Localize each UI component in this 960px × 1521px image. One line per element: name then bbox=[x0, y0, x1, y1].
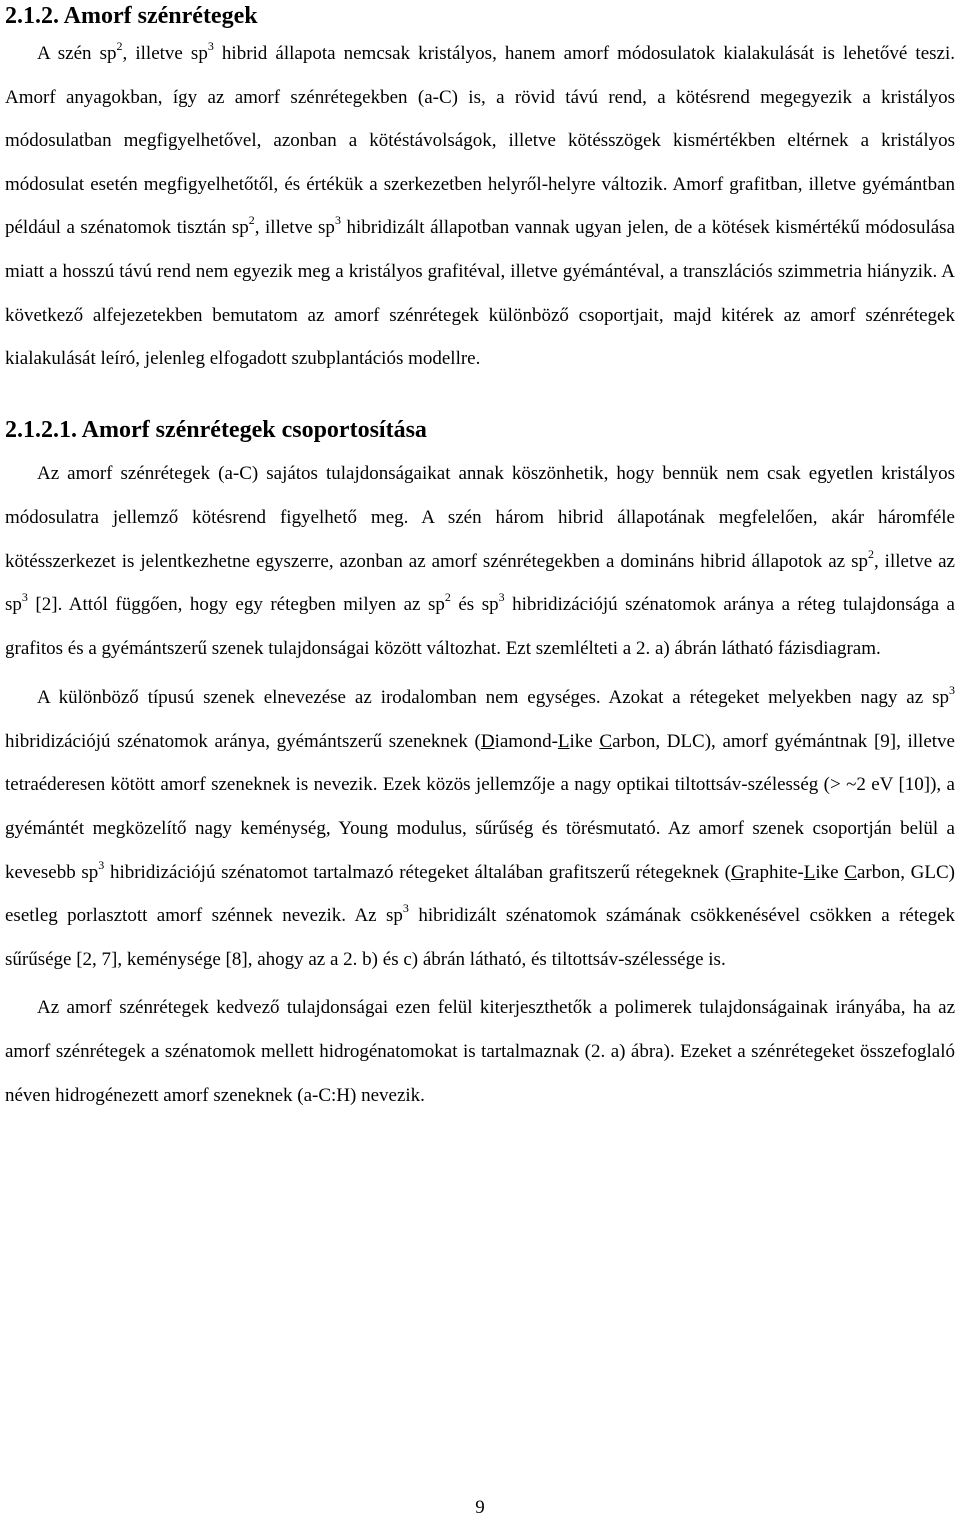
underlined-initial: C bbox=[599, 730, 613, 752]
text-run: hibridizációjú szénatomot tartalmazó rétegeket általában grafitszerű rétegeknek ( bbox=[104, 861, 731, 883]
superscript: 3 bbox=[498, 590, 505, 605]
subsection-paragraph-3 bbox=[5, 986, 955, 1117]
text-run: hibridizációjú szénatomok aránya, gyémántszerű szeneknek ( bbox=[5, 730, 481, 752]
subsection-heading: 2.1.2.1. Amorf szénrétegek csoportosítása bbox=[5, 416, 427, 443]
superscript: 3 bbox=[21, 590, 28, 605]
section-paragraph-1 bbox=[5, 32, 955, 381]
subsection-paragraph-2 bbox=[5, 676, 955, 981]
underlined-initial: L bbox=[557, 730, 570, 752]
underlined-initial: D bbox=[480, 730, 495, 752]
text-run: iamond- bbox=[494, 730, 558, 752]
text-run: arbon, DLC), amorf gyémántnak [9], illetve tetraéderesen kötött amorf szeneknek is nevezik. Ezek közös jellemzője a nagy optikai tiltottsáv-szélesség (> ~2 eV [10]), a gyémántét megközelítő nagy keménység, Young modulus, sűrűség és törésmutató. Az amorf szenek csoportján belül a kevesebb sp bbox=[5, 730, 955, 883]
superscript: 2 bbox=[444, 590, 451, 605]
text-run: hibrid állapota nemcsak kristályos, hanem amorf módosulatok kialakulását is lehetővé teszi. Amorf anyagokban, így az amorf szénrétegekben (a-C) is, a rövid távú rend, a kötésrend megegyezik a kristályos módosulatban megfigyelhetővel, azonban a kötéstávolságok, illetve kötésszögek kismértékben eltérnek a kristályos módosulat esetén megfigyelhetőtől, és értékük a szerkezetben helyről-helyre változik. Amorf grafitban, illetve gyémántban például a szénatomok tisztán sp bbox=[5, 43, 955, 239]
text-run: arbon, GLC) esetleg porlasztott amorf szénnek nevezik. Az sp bbox=[5, 861, 955, 927]
text-run: , illetve sp bbox=[122, 43, 208, 64]
text-run: ike bbox=[569, 730, 600, 752]
text-run: A szén sp bbox=[37, 43, 117, 64]
text-run: Az amorf szénrétegek kedvező tulajdonságai ezen felül kiterjeszthetők a polimerek tulajdonságainak irányába, ha az amorf szénrétegek a szénatomok mellett hidrogénatomokat is tartalmaznak (2. a) ábra). Ezeket a szénrétegeket összefoglaló néven hidrogénezett amorf szeneknek (a-C:H) nevezik. bbox=[5, 997, 955, 1106]
text-run: raphite- bbox=[744, 861, 804, 883]
underlined-initial: L bbox=[803, 861, 816, 883]
page-number: 9 bbox=[475, 1497, 485, 1518]
text-run: Az amorf szénrétegek (a-C) sajátos tulajdonságaikat annak köszönhetik, hogy bennük nem csak egyetlen kristályos módosulatra jellemző kötésrend figyelhető meg. A szén három hibrid állapotának megfelelően, akár háromféle kötésszerkezet is jelentkezhetne egyszerre, azonban az amorf szénrétegekben a domináns hibrid állapotok az sp bbox=[5, 462, 955, 572]
text-run: [2]. Attól függően, hogy egy rétegben milyen az sp bbox=[27, 594, 445, 616]
subsection-paragraph-1 bbox=[5, 452, 955, 672]
text-run: hibridizált szénatomok számának csökkenésével csökken a rétegek sűrűsége [2, 7], keménysége [8], ahogy az a 2. b) és c) ábrán látható, és tiltottsáv-szélessége is. bbox=[5, 905, 956, 970]
text-run: , illetve sp bbox=[254, 217, 335, 239]
text-run: , illetve az sp bbox=[5, 550, 955, 616]
superscript: 3 bbox=[402, 901, 409, 916]
superscript: 2 bbox=[248, 213, 255, 228]
superscript: 2 bbox=[116, 39, 123, 53]
superscript: 2 bbox=[867, 546, 874, 561]
text-run: hibridizált állapotban vannak ugyan jelen, de a kötések kismértékű módosulása miatt a hosszú távú rend nem egyezik meg a kristályos grafitéval, illetve gyémántéval, a transzlációs szimmetria hiányzik. A következő alfejezetekben bemutatom az amorf szénrétegek különböző csoportjait, majd kitérek az amorf szénrétegek kialakulását leíró, jelenleg elfogadott szubplantációs modellre. bbox=[5, 217, 955, 370]
text-run: és sp bbox=[450, 594, 499, 616]
underlined-initial: C bbox=[844, 861, 857, 883]
section-heading: 2.1.2. Amorf szénrétegek bbox=[5, 3, 258, 29]
text-run: hibridizációjú szénatomok aránya a réteg tulajdonsága a grafitos és a gyémántszerű szenek tulajdonságai között változhat. Ezt szemlélteti a 2. a) ábrán látható fázisdiagram. bbox=[5, 594, 955, 660]
underlined-initial: G bbox=[730, 861, 745, 883]
superscript: 3 bbox=[949, 683, 955, 698]
superscript: 3 bbox=[334, 213, 341, 228]
text-run: A különböző típusú szenek elnevezése az irodalomban nem egységes. Azokat a rétegeket melyekben nagy az sp bbox=[37, 687, 949, 709]
superscript: 3 bbox=[207, 39, 214, 53]
text-run: ike bbox=[815, 861, 845, 883]
superscript: 3 bbox=[98, 857, 105, 872]
